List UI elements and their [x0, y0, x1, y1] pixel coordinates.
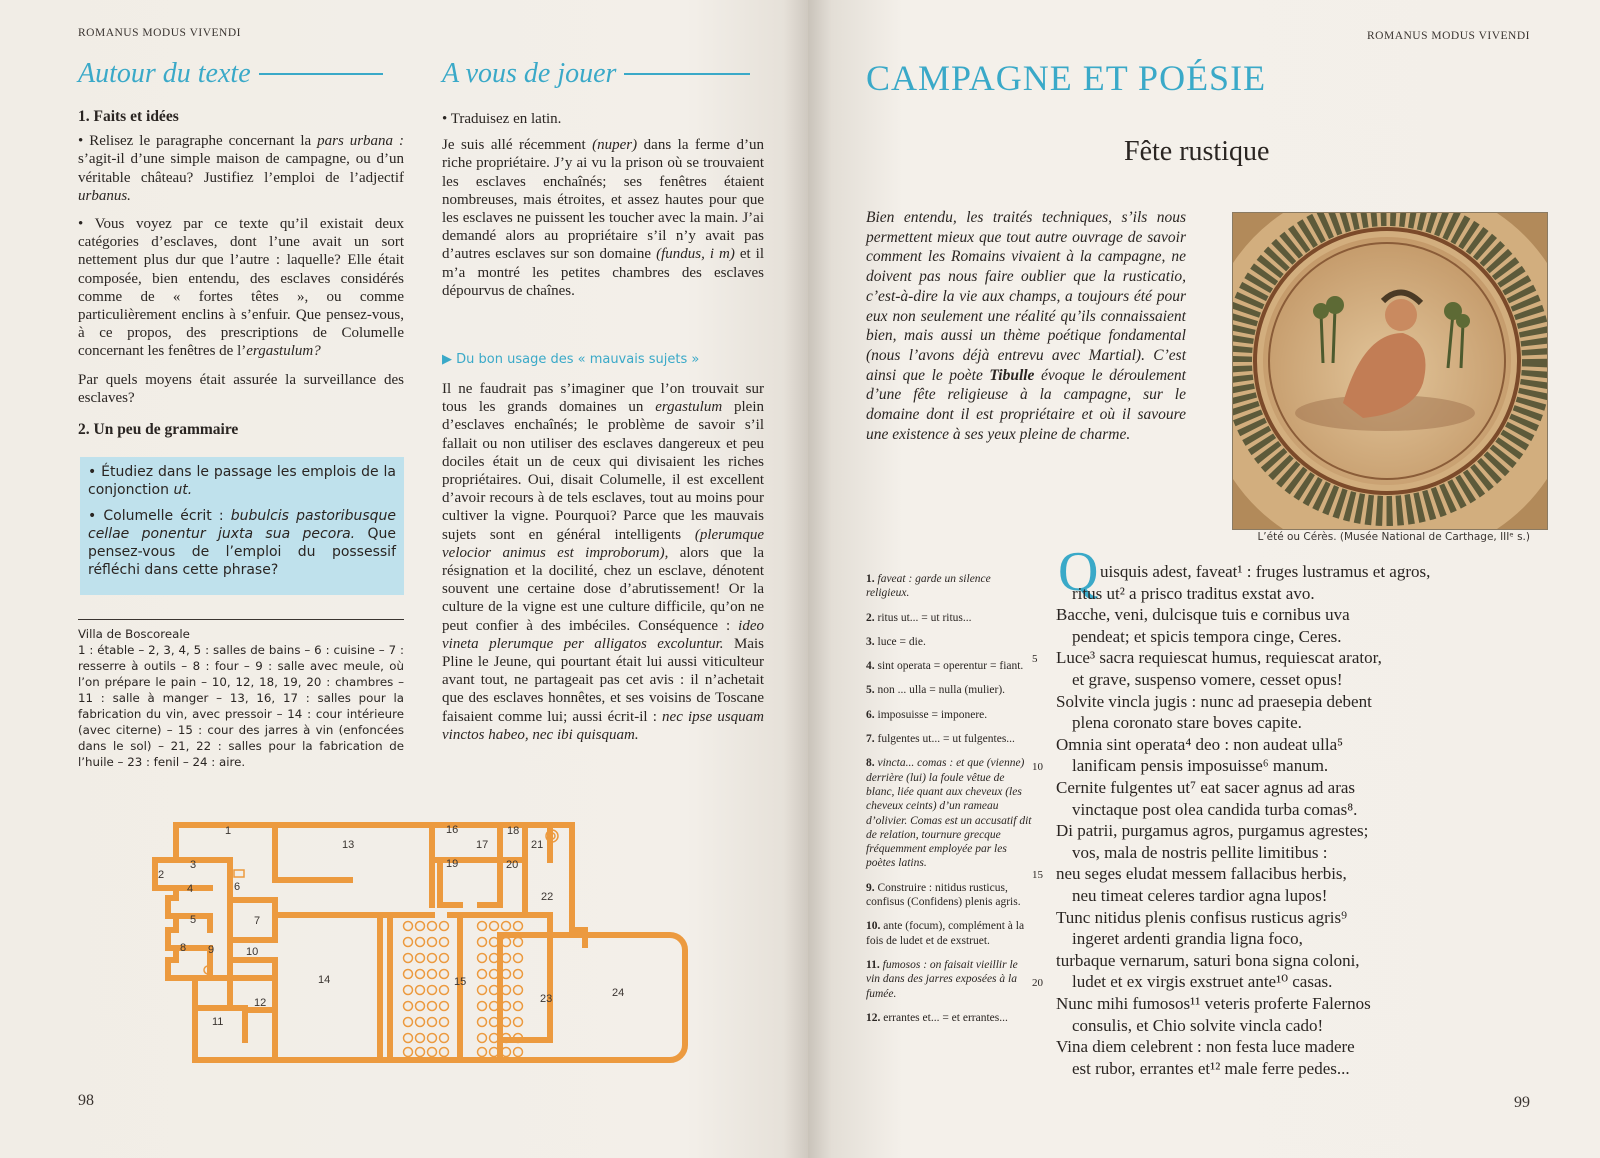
page-number-right: 99	[1514, 1094, 1530, 1111]
page-number-left: 98	[78, 1092, 94, 1109]
page-title: CAMPAGNE ET POÉSIE	[866, 58, 1267, 98]
plan-label: 5	[190, 914, 197, 926]
essay-paragraph: Il ne faudrait pas s’imaginer que l’on trouvait sur tous les grands domaines un ergastulum plein d’esclaves enchaînés; le problème de savoir s’il fallait ou non utiliser des esclaves dangereux et peu dociles était un de ceux qui divisaient les riches propriétaires. Oui, disait Columelle, il est excellent d’avoir recours à de tels esclaves, tout au moins pour cultiver la vigne. Pourquoi? Parce que les mauvais sujets sont en général intelligents (plerumque velocior animus est improborum), alors que la résignation et la docilité, chez un esclave, dénotent souvent une certaine dose d’abrutissement! Or la culture de la vigne est une culture difficile, qu’on ne peut confier à des imbéciles. Conséquence : ideo vineta plerumque per alligatos excoluntur. Mais Pline le Jeune, qui pourtant était lui aussi viticulteur avant tout, ne partageait pas cet avis : il n’achetait que des esclaves honnêtes, et ses voisins de Toscane faisaient comme lui; aussi écrit-il : nec ipse usquam vinctos habeo, nec ibi quisquam.	[442, 381, 765, 743]
plan-label: 15	[454, 976, 467, 988]
footnote: 3. luce = die.	[866, 635, 926, 648]
plan-label: 18	[507, 825, 520, 837]
plan-label: 24	[612, 987, 625, 999]
plan-label: 7	[254, 915, 261, 927]
plan-legend	[78, 626, 404, 770]
poem-line: Luce³ sacra requiescat humus, requiescat arator,	[1056, 648, 1382, 668]
poem-line: turbaque vernarum, saturi bona signa coloni,	[1056, 950, 1360, 970]
poem-line: Vina diem celebrent : non festa luce madere	[1056, 1037, 1355, 1057]
plan-label: 16	[446, 824, 459, 836]
poem-line: et grave, suspenso vomere, cesset opus!	[1072, 670, 1343, 689]
section-title-text: A vous de jouer	[442, 58, 617, 89]
plan-label: 4	[187, 883, 194, 895]
poem-line: plena coronato stare boves capite.	[1072, 713, 1302, 733]
line-number: 20	[1032, 977, 1043, 990]
footnote: 1. faveat : garde un silence religieux.	[866, 573, 991, 600]
title-rule	[624, 73, 750, 75]
line-number: 10	[1032, 761, 1043, 774]
mosaic-illustration	[1233, 213, 1547, 529]
poem-line: est rubor, errantes et¹² male ferre pedes...	[1072, 1058, 1350, 1078]
poem-line: Bacche, veni, dulcisque tuis e cornibus uva	[1056, 605, 1350, 625]
section-title-autour	[78, 58, 404, 90]
poem-line: consulis, et Chio solvite vincla cado!	[1072, 1015, 1324, 1035]
paragraph: Par quels moyens était assurée la surveillance des esclaves?	[78, 371, 404, 406]
mosaic-image	[1232, 212, 1548, 530]
essay-text	[442, 380, 764, 754]
plan-label: 21	[531, 839, 544, 851]
poem-line: ingeret ardenti grandia ligna foco,	[1072, 929, 1303, 949]
poet-name: Tibulle	[989, 366, 1035, 384]
poem-line: lanificam pensis imposuisse⁶ manum.	[1072, 756, 1329, 776]
intro-paragraph: Bien entendu, les traités techniques, s’ils nous permettent mieux que tout autre ouvrage de savoir comment les Romains vivaient à la campagne, ne doivent pas nous faire oublier que la rusticatio, c’est-à-dire la vie aux champs, a toujours été pour eux non seulement une réalité qu’ils connaissaient bien, mais aussi un thème poétique fondamental (nous l’avons déjà entrevu avec Martial). C’est ainsi que le poète Tibulle évoque le déroulement d’une fête religieuse à la campagne, sur le domaine dont il est propriétaire et où il savoure une existence à ses yeux pleine de charme.	[866, 209, 1186, 443]
line-number: 5	[1032, 653, 1038, 666]
plan-label: 1	[225, 825, 232, 837]
line-number: 15	[1032, 869, 1043, 882]
poem-line: Tunc nitidus plenis confisus rusticus agris⁹	[1056, 907, 1347, 927]
poem-line: Nunc mihi fumosos¹¹ veteris proferte Falernos	[1056, 994, 1371, 1013]
footnotes	[866, 572, 1032, 1035]
section-title-text: Autour du texte	[78, 58, 251, 89]
footnote: 5. non ... ulla = nulla (mulier).	[866, 684, 1006, 697]
footnote: 10. ante (focum), complément à la fois de ludet et de exstruet.	[866, 920, 1025, 947]
heading-grammaire: 2. Un peu de grammaire	[78, 421, 239, 439]
poem	[1032, 541, 1560, 1110]
plan-label: 2	[158, 869, 165, 881]
plan-label: 11	[212, 1016, 224, 1028]
poem-line: vos, mala de nostris pellite limitibus :	[1072, 842, 1328, 862]
legend-title: Villa de Boscoreale	[78, 627, 190, 641]
footnote: 9. Construire : nitidus rusticus, confisus (Confidens) plenis agris.	[866, 881, 1021, 909]
plan-label: 6	[234, 881, 241, 893]
plan-label: 23	[540, 993, 553, 1005]
running-head-left: ROMANUS MODUS VIVENDI	[78, 27, 241, 39]
footnote: 4. sint operata = operentur = fiant.	[866, 660, 1024, 673]
drop-cap: Q	[1058, 541, 1099, 603]
footnote: 2. ritus ut... = ut ritus...	[866, 611, 972, 624]
footnote: 6. imposuisse = imponere.	[866, 708, 988, 721]
section-title-a-vous	[442, 58, 764, 90]
exercise-text: Je suis allé récemment (nuper) dans la ferme d’un riche propriétaire. J’y ai vu la prison où se trouvaient les esclaves enchaînés; ses fenêtres étaient nombreuses, mais étroites, et assez hautes pour que les esclaves ne puissent les toucher avec la main. J’ai demandé alors au propriétaire s’il n’y avait pas d’autres esclaves sur son domaine (fundus, i m) et il m’a montré les petites chambres des esclaves dépourvus de chaînes.	[442, 137, 764, 299]
poem-line: vinctaque post olea candida turba comas⁸.	[1072, 799, 1358, 819]
poem-line: neu seges eludat messem fallacibus herbis,	[1056, 864, 1347, 884]
legend-text: 1 : étable – 2, 3, 4, 5 : salles de bains – 6 : cuisine – 7 : resserre à outils – 8 : four – 9 : salle avec meule, où l’on prépare le pain – 10, 12, 18, 19, 20 : chambres – 11 : salle à manger – 13, 16, 17 : salles pour la fabrication du vin, avec pressoir – 14 : cour intérieure (avec citerne) – 15 : cour des jarres à vin (enfoncées dans le sol) – 21, 22 : salles pour la fabrication de l’huile – 23 : fenil – 24 : aire.	[78, 643, 404, 769]
plan-label: 10	[246, 946, 259, 958]
right-page	[808, 0, 1600, 1158]
plan-label: 20	[506, 859, 519, 871]
plan-label: 12	[254, 997, 267, 1009]
heading-faits-et-idees: 1. Faits et idées	[78, 108, 179, 125]
plan-label: 3	[190, 859, 197, 871]
footnote: 7. fulgentes ut... = ut fulgentes...	[866, 733, 1015, 746]
poem-line: ludet et ex virgis exstruet ante¹⁰ casas.	[1072, 972, 1333, 992]
plan-label: 17	[476, 839, 489, 851]
column-1-text	[78, 108, 404, 445]
plan-label: 14	[318, 974, 331, 986]
poem-title: Fête rustique	[1124, 136, 1270, 167]
poem-line: Cernite fulgentes ut⁷ eat sacer agnus ad aras	[1056, 778, 1356, 797]
poem-line: Di patrii, purgamus agros, purgamus agrestes;	[1056, 821, 1369, 841]
paragraph: • Vous voyez par ce texte qu’il existait deux catégories d’esclaves, dont l’une avait un sort nettement plus dur que l’autre : laquelle? Elle était composée, bien entendu, des esclaves considérés comme de « fortes têtes », ou comme particulièrement enclins à s’enfuir. Que pensez-vous, à ce propos, des prescriptions de Columelle concernant les fenêtres de l’ergastulum?	[78, 216, 404, 360]
title-rule	[259, 73, 383, 75]
footnote: 11. fumosos : on faisait vieillir le vin dans des jarres exposées à la fumée.	[866, 958, 1018, 1000]
footnote: 8. vincta... comas : et que (vienne) derrière (lui) la foule vêtue de blanc, liée quant aux cheveux (les cheveux ceints) d’un rameau d’olivier. Comas est un accusatif dit de relation, tournure grecque fréquemment employée par les poètes latins.	[866, 757, 1032, 870]
poem-line: neu timeat celeres tardior agna lupos!	[1072, 886, 1328, 905]
exercise-bullet: • Traduisez en latin.	[442, 111, 562, 127]
poem-line: Solvite vincla jugis : nunc ad praesepia debent	[1056, 691, 1372, 711]
poem-line: ritus ut² a prisco traditus exstat avo.	[1072, 583, 1315, 603]
paragraph: • Relisez le paragraphe concernant la pars urbana : s’agit-il d’une simple maison de campagne, ou d’un véritable château? Justifiez l’emploi de l’adjectif urbanus.	[78, 133, 404, 204]
plan-label: 8	[180, 942, 187, 954]
footnote: 12. errantes et... = et errantes...	[866, 1011, 1008, 1024]
poem-line: Omnia sint operata⁴ deo : non audeat ulla⁵	[1056, 734, 1344, 754]
grammar-item: • Étudiez dans le passage les emplois de la conjonction ut.	[88, 464, 396, 498]
grammar-item: • Columelle écrit : bubulcis pastoribusque cellae ponentur juxta sua pecora. Que pensez-vous de l’emploi du possessif réfléchi dans cette phrase?	[88, 508, 396, 578]
plan-label: 13	[342, 839, 355, 851]
poem-line: pendeat; et spicis tempora cinge, Ceres.	[1072, 626, 1342, 646]
column-2-text	[442, 110, 764, 310]
subheading-mauvais-sujets: ▶ Du bon usage des « mauvais sujets »	[442, 352, 700, 367]
villa-floor-plan	[150, 820, 705, 1090]
legend-rule	[78, 619, 404, 620]
running-head-right: ROMANUS MODUS VIVENDI	[1367, 30, 1530, 42]
image-caption: L’été ou Cérès. (Musée National de Carthage, IIIᵉ s.)	[1257, 531, 1530, 543]
plan-label: 19	[446, 858, 459, 870]
plan-label: 9	[208, 944, 215, 956]
poem-line: uisquis adest, faveat¹ : fruges lustramus et agros,	[1100, 562, 1431, 581]
grammar-box	[80, 457, 404, 595]
plan-label: 22	[541, 891, 554, 903]
